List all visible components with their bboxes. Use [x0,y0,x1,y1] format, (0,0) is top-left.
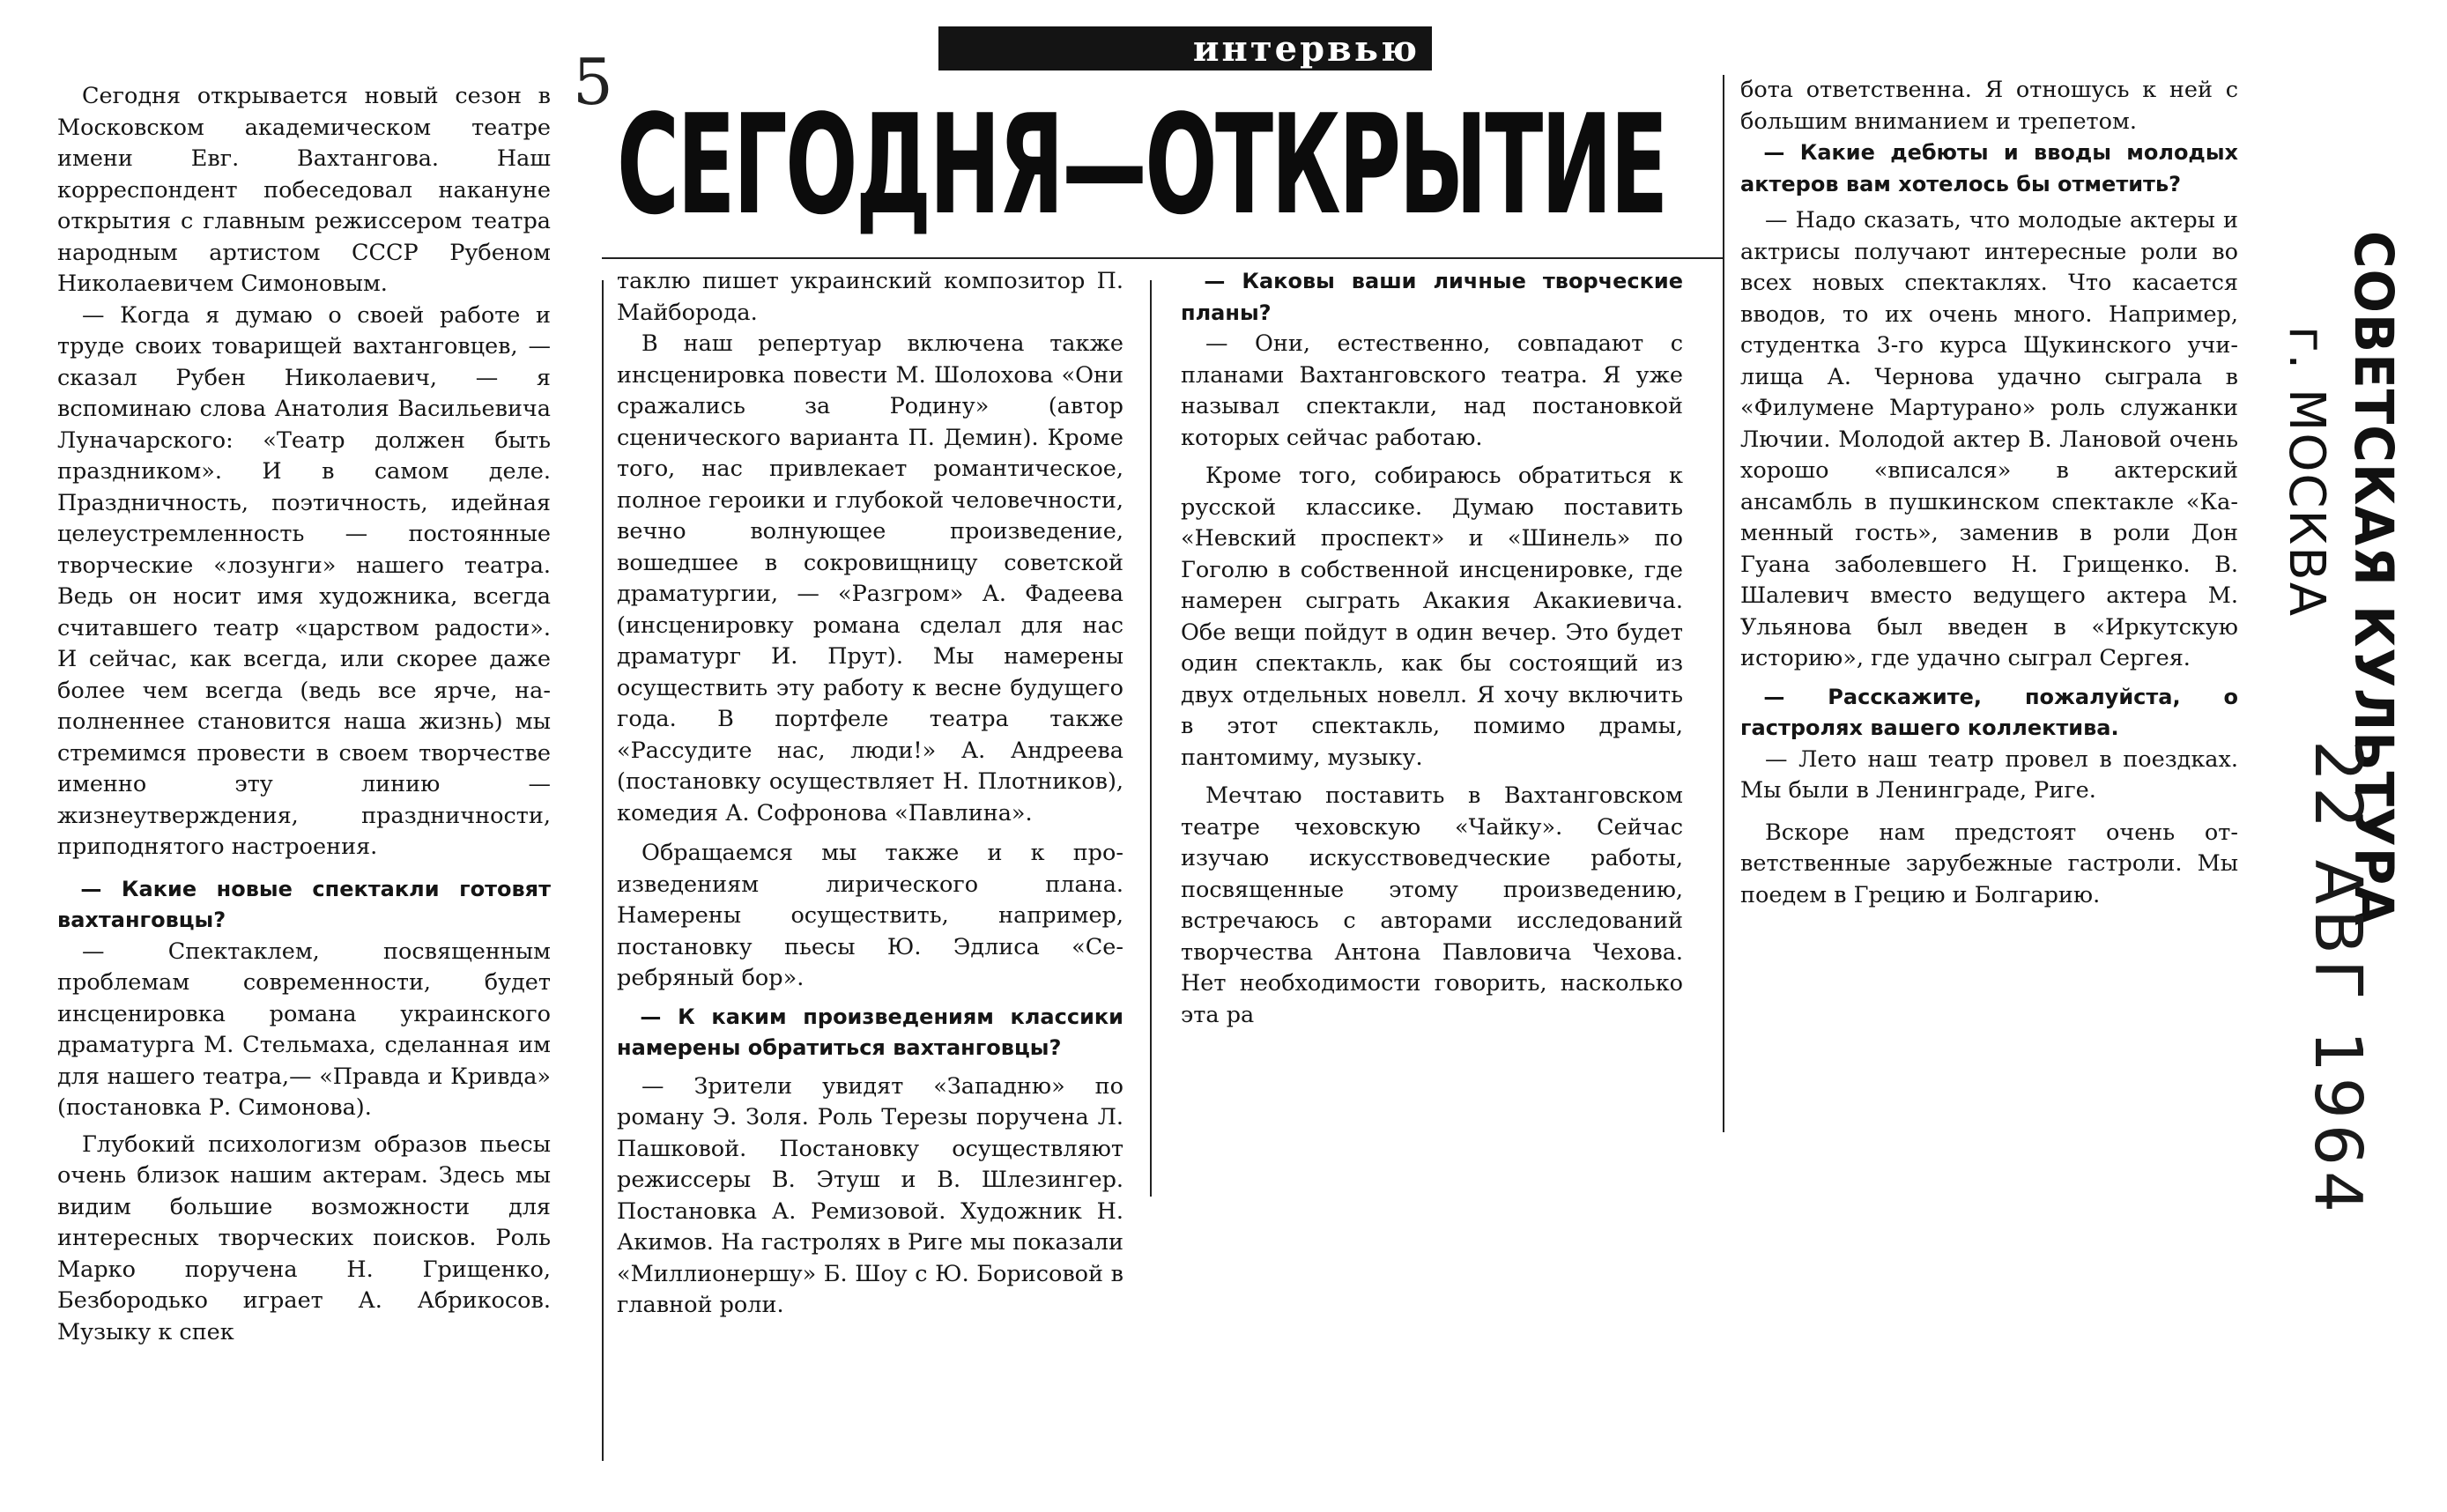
body-paragraph: Обращаемся мы также и к произведениям лирического плана. Намерены осуществить, например, постановку пьесы Ю. Эдлиса «Серебряный бор». [617,840,1123,991]
lead-paragraph: Сегодня открывается новый сезон в Московском академическом театре имени Евг. Вахтангова. Наш корреспондент побеседовал накануне открытия с главным режиссером театра народным артистом СССР Рубеном Николаевичем Симоновым. [57,83,551,297]
body-paragraph: — Когда я думаю о своей работе и труде своих товарищей вахтанговцев, — сказал Рубен Николаевич, — я вспоминаю слова Анатолия Васильевича Луначарского: «Театр должен быть праздником». И в самом деле. Праздничность, поэтичность, идейная целеустремленность — постоянные творческие «лозунги» нашего театра. Ведь он носит имя художника, всегда считавшего театр «царством радости». И сейчас, как всегда, или скорее даже более чем всегда (ведь все ярче, наполненнее становится наша жизнь) мы стремимся провести в своем творчестве именно эту линию — жизнеутверждения, праздничности, приподнятого настроения. [57,301,551,860]
interview-question: — Какие новые спектакли готовят вахтанговцы? [57,876,551,932]
clipping-date-stamp: 22 АВГ 1964 [2300,740,2376,1219]
column-rule [602,280,604,1461]
body-paragraph: — Они, естественно, совпадают с планами Вахтанговского театра. Я уже называл спектакли, над постановкой которых сейчас работаю. [1181,330,1683,451]
body-paragraph: Глубокий психологизм образов пьесы очень близок нашим актерам. Здесь мы видим большие возможности для интересных творческих поисков. Роль Марко поручена Н. Грищенко, Безбородько играет А. Абрикосов. Музыку к спек [57,1130,551,1345]
body-paragraph-continued: бота ответственна. Я отношусь к ней с большим вниманием и трепетом. [1740,77,2238,135]
article-column-1 [57,81,551,1348]
interview-question: — К каким произведениям классики намерены обратиться вахтанговцы? [617,1004,1123,1060]
newspaper-name: СОВЕТСКАЯ КУЛЬТУРА [2342,231,2406,927]
article-column-3 [1181,266,1683,1031]
newspaper-city: г. МОСКВА [2278,326,2335,619]
body-paragraph: — Спектаклем, посвященным проблемам современности, будет инсценировка романа украинского драматурга М. Стельмаха, сделанная им для нашего театра,— «Правда и Кривда» (постановка Р. Симонова). [57,938,551,1121]
body-paragraph: Мечтаю поставить в Вахтанговском театре чеховскую «Чайку». Сейчас изучаю искусствоведческие работы, посвященные этому произведению, встречаюсь с авторами исследований творчества Антона Павловича Чехова. Нет необходимости говорить, насколько эта ра [1181,782,1683,1028]
column-rule [1150,280,1152,1197]
article-column-4 [1740,75,2238,911]
interview-question: — Каковы ваши личные творческие планы? [1181,269,1683,325]
body-paragraph: — Лето наш театр провел в поездках. Мы были в Ленинграде, Риге. [1740,745,2238,804]
body-paragraph-continued: таклю пишет украинский композитор П. Майборода. [617,268,1123,326]
interview-question: — Расскажите, пожалуйста, о гастролях вашего коллектива. [1740,684,2238,740]
handwritten-pen-mark: 5 [573,45,613,119]
body-paragraph: — Зрители увидят «Западню» по роману Э. Золя. Роль Терезы поручена Л. Пашковой. Постановку осуществляют режиссеры В. Этуш и В. Шлезингер. Постановка А. Ремизовой. Художник Н. Акимов. На гастролях в Риге мы показали «Миллионершу» Б. Шоу с Ю. Борисовой в главной роли. [617,1072,1123,1318]
body-paragraph: В наш репертуар включена также инсценировка повести М. Шолохова «Они сражались за Родину» (автор сценического варианта П. Демин). Кроме того, нас привлекает романтическое, полное героики и глубокой человечности, вечно волнующее произведение, вошедшее в сокровищницу советской драматургии, — «Разгром» А. Фадеева (инсценировку романа сделал для нас драматург И. Прут). Мы намерены осуществить эту работу к весне будущего года. В портфеле театра также «Рассудите нас, люди!» А. Андреева (постановку осуществляет Н. Плотников), комедия А. Софронова «Павлина». [617,330,1123,826]
column-rule [1723,75,1724,1132]
rubric-interview: интервью [938,26,1432,70]
body-paragraph: Вскоре нам предстоят очень ответственные зарубежные гастроли. Мы поедем в Грецию и Болгарию. [1740,819,2238,908]
interview-question: — Какие дебюты и вводы молодых актеров вам хотелось бы отметить? [1740,140,2238,196]
body-paragraph: — Надо сказать, что молодые актеры и актрисы получают интересные роли во всех новых спектаклях. Что касается вводов, то их очень много. Например, студентка 3-го курса Щукинского училища А. Чернова удачно сыграла в «Филумене Мартурано» роль служанки Лючии. Молодой актер В. Лановой очень хорошо «вписался» в актерский ансамбль в пушкинском спектакле «Каменный гость», заменив в роли Дон Гуана заболевшего Н. Грищенко. В. Шалевич вместо ведущего актера М. Ульянова был введен в «Иркутскую историю», где удачно сыграл Сергея. [1740,207,2238,671]
body-paragraph: Кроме того, собираюсь обратиться к русской классике. Думаю поставить «Невский проспект» и «Шинель» по Гоголю в собственной инсценировке, где намерен сыграть Акакия Акакиевича. Обе вещи пойдут в один вечер. Это будет один спектакль, как бы состоящий из двух отдельных новелл. Я хочу включить в этот спектакль, помимо драмы, пантомиму, музыку. [1181,463,1683,771]
article-column-2 [617,266,1123,1322]
header-underline [602,257,1723,259]
article-headline: СЕГОДНЯ—ОТКРЫТИЕ [617,85,1666,245]
